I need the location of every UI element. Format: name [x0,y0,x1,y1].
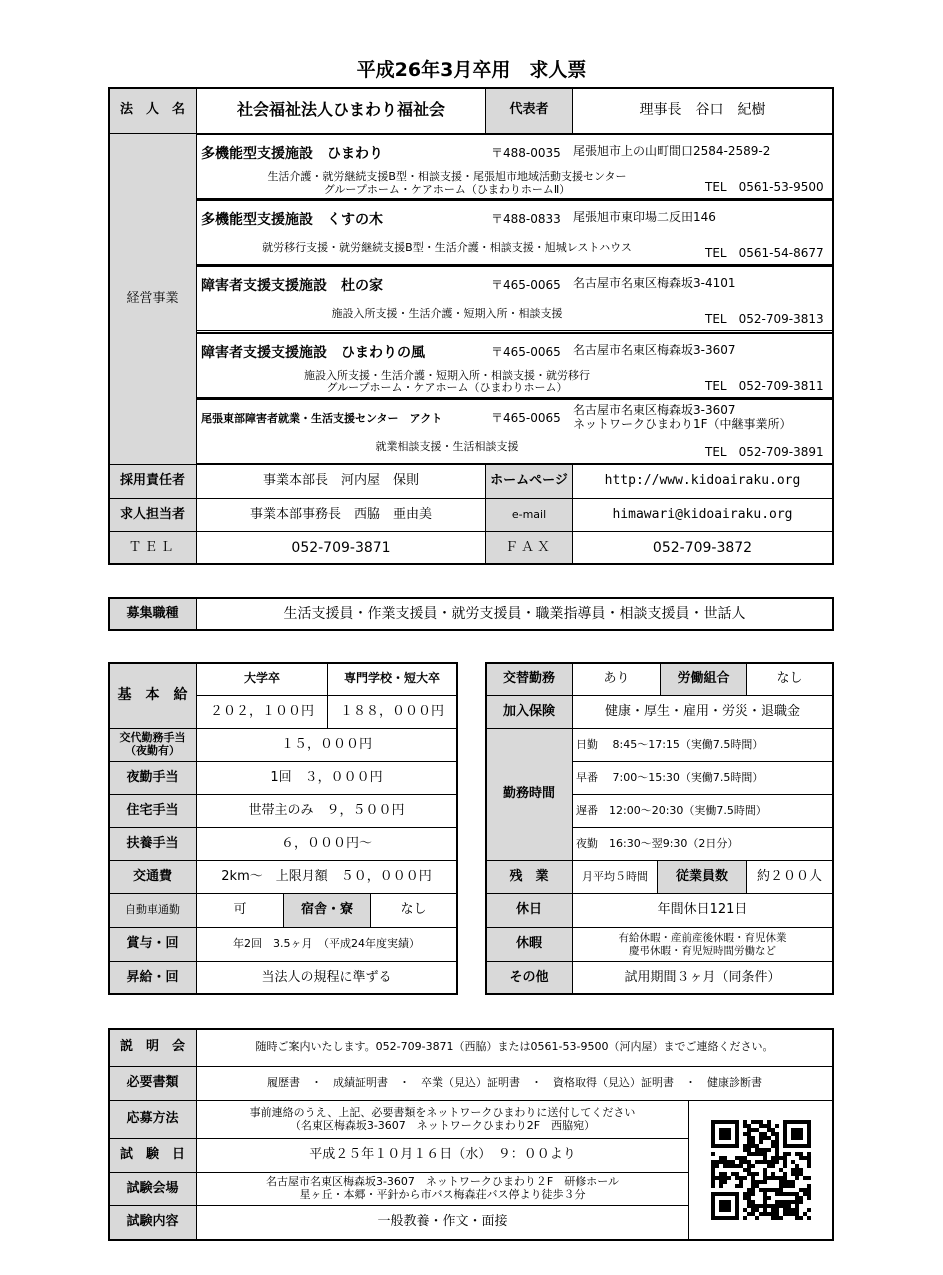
facility-services [237,242,657,255]
venue-line1: 名古屋市名東区梅森坂3-3607 ネットワークひまわり２F 研修ホール [265,1175,620,1189]
car-value: 可 [196,893,284,928]
other-value: 試用期間３ヶ月（同条件） [572,961,833,995]
briefing-value: 随時ご案内いたします。052-709-3871（西脇）または0561-53-9500（河内屋）までご連絡ください。 [196,1028,833,1067]
insurance-value: 健康・厚生・雇用・労災・退職金 [572,695,833,729]
services-line1: 施設入所支援・生活介護・短期入所・相談支援・就労移行 [304,368,590,382]
raise-label: 昇給・回 [108,961,197,995]
facility-services [237,370,657,395]
facility-block [196,398,833,464]
transport-label: 交通費 [108,860,197,894]
facility-address: 尾張旭市上の山町間口2584-2589-2 [573,144,771,158]
shift-allowance-label [108,728,197,762]
facility-block [196,133,833,199]
night-label: 夜勤手当 [108,761,197,795]
holiday-label: 休日 [485,893,573,928]
date-label: 試 験 日 [108,1138,197,1173]
facility-tel: TEL 052-709-3811 [705,378,824,393]
insurance-label: 加入保険 [485,695,573,729]
rotation-label: 交替勤務 [485,662,573,696]
leave-line2: 慶弔休暇・育児短時間労働など [629,944,776,957]
employees-value: 約２００人 [746,860,833,894]
employees-label: 従業員数 [657,860,747,894]
night-allowance: 1回 ３，０００円 [196,761,457,795]
facility-tel: TEL 0561-54-8677 [705,246,824,261]
facility-name: 尾張東部障害者就業・生活支援センター アクト [201,411,443,425]
facility-postal: 〒488-0833 [491,212,561,227]
facility-postal: 〒465-0065 [491,278,561,293]
services-line1: 就業相談支援・生活相談支援 [375,439,519,453]
email-link[interactable]: himawari@kidoairaku.org [572,498,833,532]
content-label: 試験内容 [108,1205,197,1240]
venue-line2: 星ヶ丘・本郷・平針から市バス梅森荘バス停より徒歩３分 [299,1188,586,1201]
facility-services [237,171,657,196]
rotation-value: あり [572,662,661,696]
business-label: 経営事業 [108,133,197,465]
hours-day: 日勤 8:45～17:15（実働7.5時間） [572,728,833,762]
family-allowance: ６，０００円～ [196,827,457,861]
qr-code[interactable] [711,1120,811,1220]
dorm-label: 宿舎・寮 [283,893,371,928]
union-label: 労働組合 [660,662,747,696]
jobs-label: 募集職種 [108,597,197,631]
facility-address: 尾張旭市東印場二反田146 [573,210,716,225]
facility-block [196,332,833,398]
shift-label-line1: 交代勤務手当 [119,731,186,745]
page-title: 平成26年3月卒用 求人票 [356,59,587,81]
facility-tel: TEL 0561-53-9500 [705,180,824,194]
docs-label: 必要書類 [108,1066,197,1101]
other-label: その他 [485,961,573,995]
docs-value: 履歴書 ・ 成績証明書 ・ 卒業（見込）証明書 ・ 資格取得（見込）証明書 ・ 健康診断書 [196,1066,833,1101]
staff-label: 求人担当者 [108,498,197,532]
method-label: 応募方法 [108,1100,197,1139]
bonus-value: 年2回 3.5ヶ月 （平成24年度実績） [196,927,457,962]
hours-early: 早番 7:00～15:30（実働7.5時間） [572,761,833,795]
method-line1: 事前連絡のうえ、上記、必要書類をネットワークひまわりに送付してください [249,1105,636,1119]
facility-name: 多機能型支援施設 ひまわり [201,146,383,162]
facility-block [196,265,833,331]
union-value: なし [746,662,833,696]
corp-label: 法 人 名 [108,87,197,134]
facility-tel: TEL 052-709-3813 [705,312,824,327]
venue-value [196,1172,689,1206]
method-line2: （名東区梅森坂3-3607 ネットワークひまわり2F 西脇宛） [289,1118,596,1132]
college-pay: １８８，０００円 [327,695,457,729]
facility-postal: 〒465-0065 [491,344,561,359]
corp-name: 社会福祉法人ひまわり福祉会 [196,87,486,134]
facility-address: 名古屋市名東区梅森坂3-3607 [573,342,736,357]
qr-code-cell [688,1100,833,1240]
hiring-label: 採用責任者 [108,464,197,499]
dorm-value: なし [370,893,457,928]
venue-label: 試験会場 [108,1172,197,1206]
rep-value: 理事長 谷口 紀樹 [572,87,833,134]
shift-label-line2: （夜勤有） [125,744,180,757]
raise-value: 当法人の規程に準ずる [196,961,457,995]
facility-block [196,199,833,265]
univ-pay: ２０２，１００円 [196,695,328,729]
content-value: 一般教養・作文・面接 [196,1205,689,1240]
staff-value: 事業本部事務長 西脇 亜由美 [196,498,486,532]
address-line2: ネットワークひまわり1F（中継事業所） [573,417,792,432]
transport-allowance: 2km～ 上限月額 ５０，０００円 [196,860,457,894]
fax-value: 052-709-3872 [572,531,833,565]
facility-name: 障害者支援支援施設 杜の家 [201,278,383,295]
leave-line1: 有給休暇・産前産後休暇・育児休業 [618,932,787,945]
facility-postal: 〒488-0035 [491,146,561,160]
services-line1: 生活介護・就労継続支援B型・相談支援・尾張旭市地域活動支援センター [267,170,627,183]
car-label: 自動車通勤 [108,893,197,928]
fax-label: ＦＡＸ [485,531,573,565]
base-pay-label: 基 本 給 [108,662,197,729]
facility-name: 多機能型支援施設 くすの木 [201,212,383,229]
jobs-value: 生活支援員・作業支援員・就労支援員・職業指導員・相談支援員・世話人 [196,597,833,631]
rep-label: 代表者 [485,87,573,134]
facility-address [573,403,792,432]
facility-postal: 〒465-0065 [491,410,561,425]
leave-label: 休暇 [485,927,573,962]
bonus-label: 賞与・回 [108,927,197,962]
facility-tel: TEL 052-709-3891 [705,444,824,459]
holiday-value: 年間休日121日 [572,893,833,928]
overtime-label: 残 業 [485,860,573,894]
tel-value: 052-709-3871 [196,531,486,565]
shift-allowance: １５，０００円 [196,728,457,762]
services-line1: 就労移行支援・就労継続支援B型・生活介護・相談支援・旭城レストハウス [262,241,632,255]
facility-name: 障害者支援支援施設 ひまわりの風 [201,344,425,361]
hours-night: 夜勤 16:30～翌9:30（2日分） [572,827,833,861]
housing-allowance: 世帯主のみ ９，５００円 [196,794,457,828]
overtime-value: 月平均５時間 [572,860,658,894]
services-line2: グループホーム・ケアホーム（ひまわりホームⅡ） [323,182,571,196]
facility-address: 名古屋市名東区梅森坂3-4101 [573,276,736,291]
hiring-value: 事業本部長 河内屋 保則 [196,464,486,499]
method-value [196,1100,689,1139]
univ-label: 大学卒 [196,662,328,696]
homepage-link[interactable]: http://www.kidoairaku.org [572,464,833,499]
hours-late: 遅番 12:00～20:30（実働7.5時間） [572,794,833,828]
family-label: 扶養手当 [108,827,197,861]
email-label: e-mail [485,498,573,532]
housing-label: 住宅手当 [108,794,197,828]
services-line1: 施設入所支援・生活介護・短期入所・相談支援 [331,307,563,321]
homepage-label: ホームページ [485,464,573,499]
services-line2: グループホーム・ケアホーム（ひまわりホーム） [326,381,568,395]
college-label: 専門学校・短大卒 [327,662,457,696]
briefing-label: 説 明 会 [108,1028,197,1067]
date-value: 平成２５年１０月１６日（水） ９：００より [196,1138,689,1173]
tel-label: ＴＥＬ [108,531,197,565]
facility-services [237,308,657,321]
address-line1: 名古屋市名東区梅森坂3-3607 [573,402,736,417]
leave-value [572,927,833,962]
facility-services [237,441,657,454]
hours-label: 勤務時間 [485,728,573,861]
